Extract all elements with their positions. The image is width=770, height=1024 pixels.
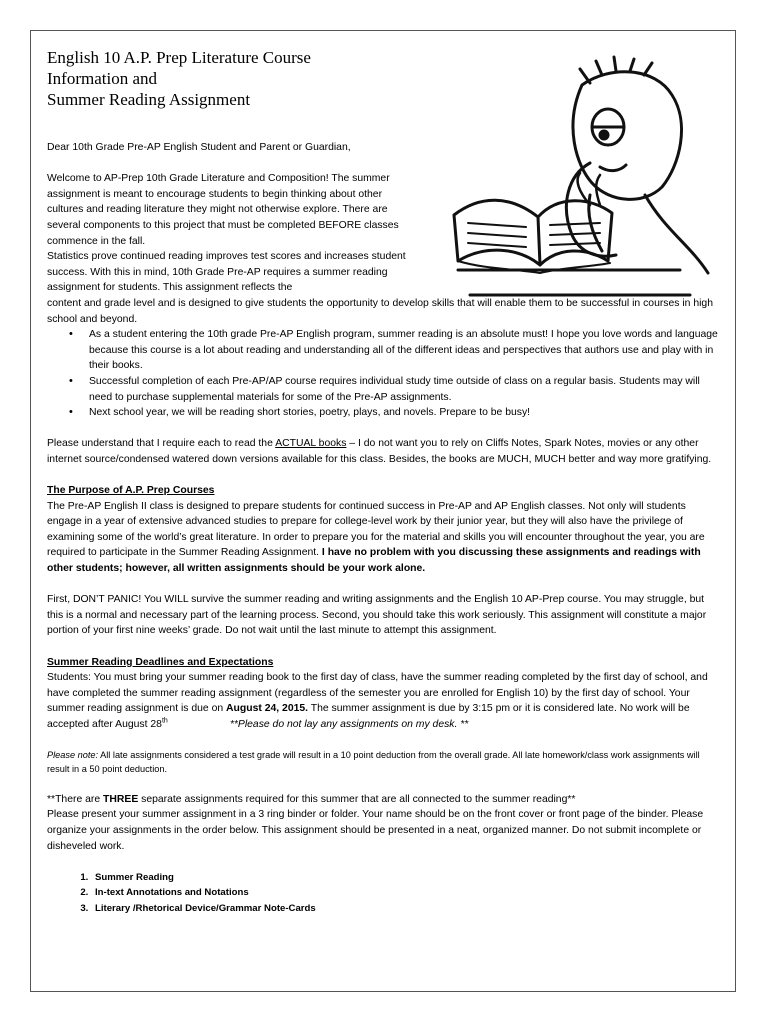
- actual-books-emphasis: ACTUAL books: [275, 438, 347, 450]
- deadlines-heading: Summer Reading Deadlines and Expectations: [47, 656, 274, 668]
- purpose-heading: The Purpose of A.P. Prep Courses: [47, 485, 215, 497]
- desk-note: **Please do not lay any assignments on my desk. **: [229, 718, 469, 730]
- intro-paragraph: Welcome to AP-Prep 10th Grade Literature and Composition! The summer assignment is meant to encourage students to begin thinking about other cultures and reading literature they might not otherwise explore. There are several components to this project that must be completed BEFORE classes commence in the fall.: [47, 173, 399, 247]
- dont-panic-paragraph: First, DON’T PANIC! You WILL survive the summer reading and writing assignments and the English 10 AP-Prep course. You may struggle, but this is a normal and necessary part of the learning process. Second, you should take this work seriously. This assignment will constitute a major portion of your first nine weeks’ grade. Do not wait until the last minute to attempt this assignment.: [47, 594, 707, 637]
- title-line-2: Information and: [47, 69, 157, 88]
- purpose-bold-text: I have no problem with you discussing these assignments and readings with other students; however, all written assignments should be your work alone.: [47, 547, 701, 575]
- binder-instructions: Please present your summer assignment in a 3 ring binder or folder. Your name should be on the front cover or front page of the binder. Please organize your assignments in the order below. This assignment should be presented in a neat, organized manner. Do not submit incomplete or disheveled work.: [47, 809, 704, 852]
- three-text-before: **There are: [47, 793, 104, 805]
- list-item: 2. In-text Annotations and Notations: [91, 885, 723, 900]
- deadlines-text-1: Students: You must bring your summer reading book to the first day of class, have the summer reading completed by the first day of school, and have completed the summer reading assignment (regardless of the semester you are enrolled for English 10) by the first day of school. Your summer reading assignment is due on: [47, 672, 708, 715]
- due-date: August 24, 2015.: [226, 703, 309, 715]
- late-policy-text: All late assignments considered a test grade will result in a 10 point deduction from the overall grade. All late homework/class work assignments will result in a 50 point deduction.: [47, 750, 700, 775]
- list-item: • Next school year, we will be reading short stories, poetry, plays, and novels. Prepare to be busy!: [89, 405, 723, 421]
- greeting: Dear 10th Grade Pre-AP English Student and Parent or Guardian,: [47, 142, 351, 153]
- title-line-3: Summer Reading Assignment: [47, 90, 251, 109]
- actual-books-text-after: – I do not want you to rely on Cliffs Notes, Spark Notes, movies or any other internet source/condensed watered down versions available for this class. Besides, the books are MUCH, MUCH better and way more gratifying.: [47, 438, 712, 465]
- statistics-paragraph: Statistics prove continued reading improves test scores and increases student success. With this in mind, 10th Grade Pre-AP requires a summer reading assignment for students. This assignment reflects the: [47, 251, 406, 294]
- list-item: 1. Summer Reading: [91, 870, 723, 885]
- actual-books-paragraph: [47, 436, 723, 467]
- title-line-1: English 10 A.P. Prep Literature Course: [47, 48, 311, 67]
- expectations-list: [47, 327, 723, 421]
- please-note-label: Please note:: [47, 750, 99, 761]
- letter-body: [47, 140, 723, 916]
- actual-books-text-before: Please understand that I require each to read the: [47, 438, 276, 450]
- purpose-paragraph: [47, 499, 723, 577]
- list-item: • As a student entering the 10th grade Pre-AP English program, summer reading is an absolute must! I hope you love words and language because this course is a lot about reading and understanding all of the different ideas and perspectives that authors use and play with in their books.: [89, 327, 723, 374]
- statistics-paragraph-continued: content and grade level and is designed to give students the opportunity to develop skills that will enable them to be successful in courses in high school and beyond.: [47, 297, 713, 325]
- page-title: [47, 47, 311, 110]
- three-bold: THREE: [103, 793, 139, 805]
- purpose-text: The Pre-AP English II class is designed to prepare students for continued success in Pre-AP and AP English classes. Not only will students engage in a year of extensive advanced studies to prepare for college-level work by their junior year, but they will also have the privilege of examining some of the world’s great literature. In order to prepare you for the material and skills you will encounter throughout the year, you are required to participate in the Summer Reading Assignment.: [47, 500, 705, 559]
- three-assignments-line: [47, 792, 723, 808]
- assignment-list: [47, 870, 723, 916]
- list-item: 3. Literary /Rhetorical Device/Grammar Note-Cards: [91, 901, 723, 916]
- deadlines-text-2: The summer assignment is due by 3:15 pm or it is considered late. No work will be accepted after August 28: [47, 703, 690, 730]
- list-item: • Successful completion of each Pre-AP/AP course requires individual study time outside of class on a regular basis. Students may will need to purchase supplemental materials for some of the Pre-AP assignments.: [89, 374, 723, 405]
- late-policy-note: [47, 748, 723, 776]
- three-text-after: separate assignments required for this summer that are all connected to the summer reading**: [138, 793, 576, 805]
- date-suffix: th: [161, 717, 168, 725]
- deadlines-paragraph: [47, 670, 723, 732]
